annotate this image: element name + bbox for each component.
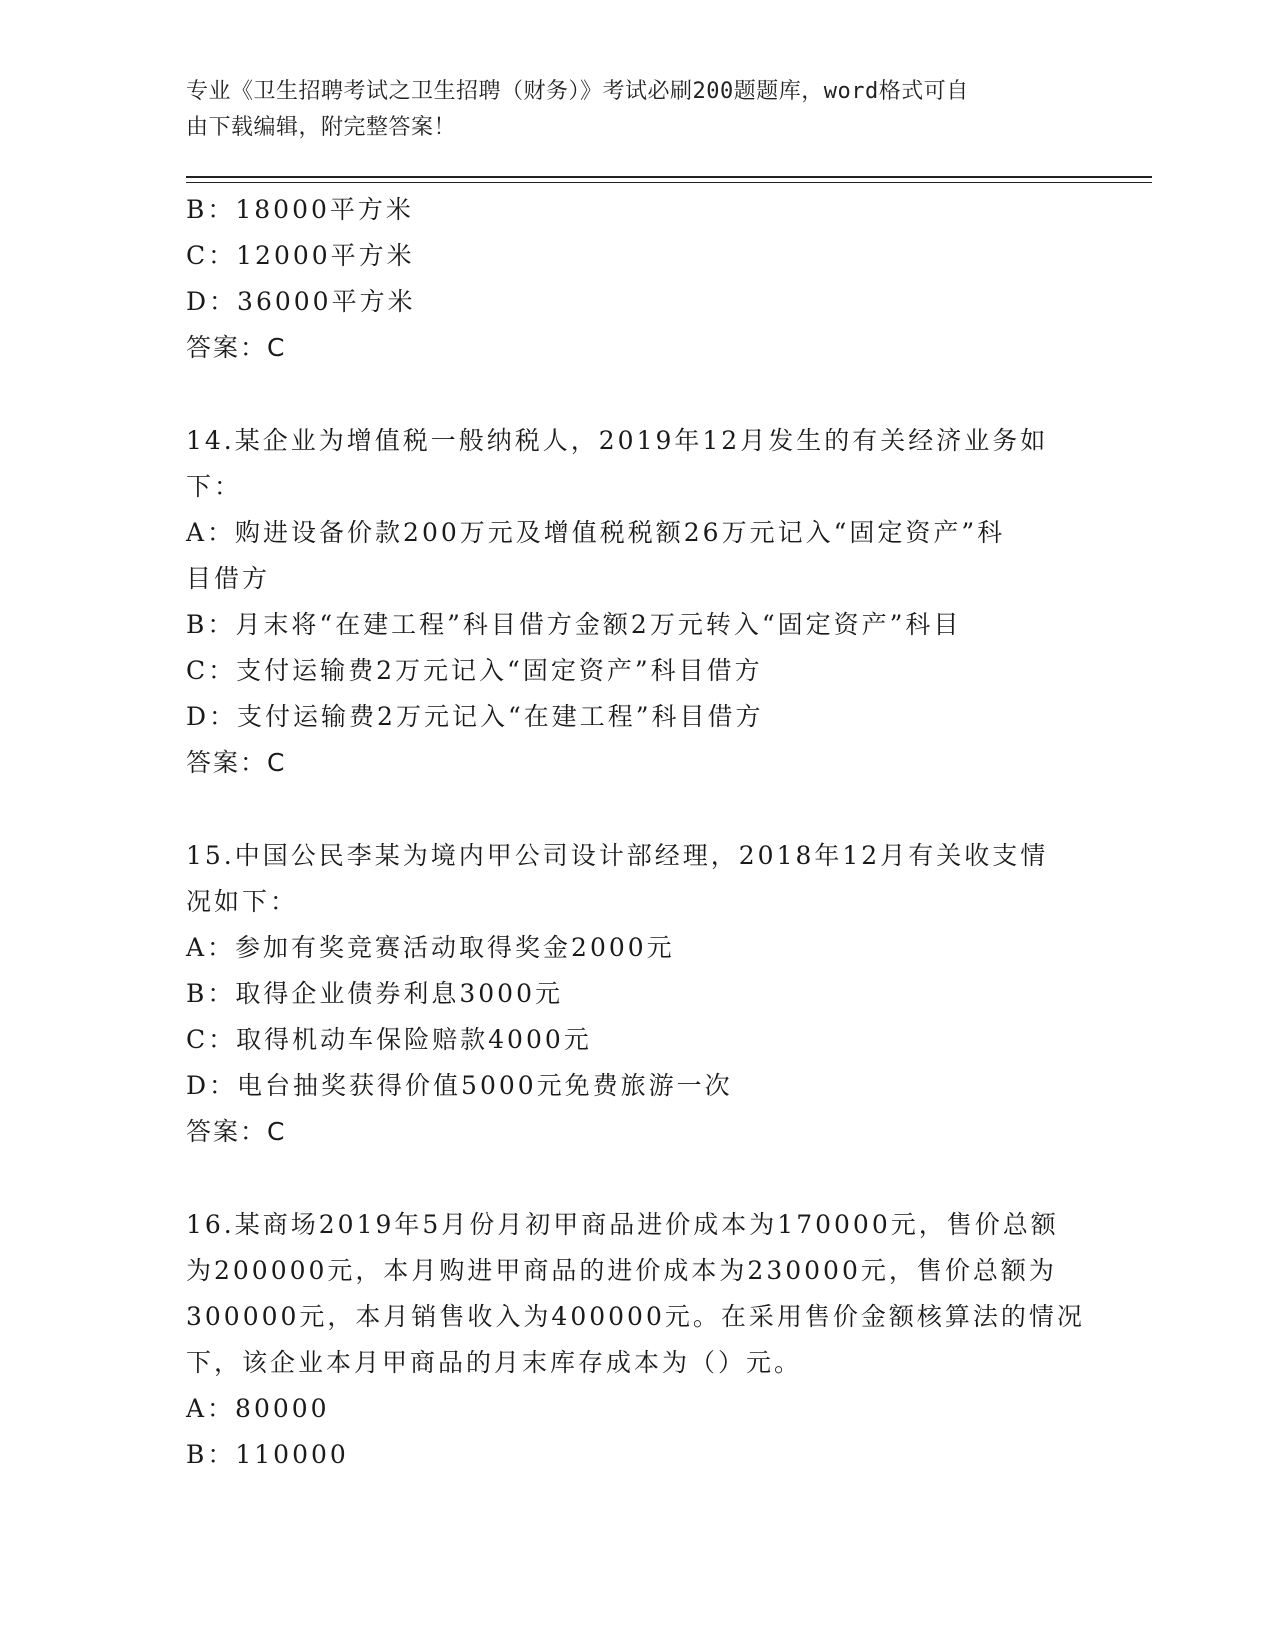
spacer [186,371,1086,418]
option-d: D：电台抽奖获得价值5000元免费旅游一次 [186,1071,733,1100]
option-d: D：支付运输费2万元记入“在建工程”科目借方 [186,702,764,731]
option-b: B：月末将“在建工程”科目借方金额2万元转入“固定资产”科目 [186,610,962,639]
answer: 答案：C [186,333,287,362]
question-stem-continued: 300000元，本月销售收入为400000元。在采用售价金额核算法的情况 [186,1302,1085,1331]
question-stem-continued: 下，该企业本月甲商品的月末库存成本为（）元。 [186,1348,803,1377]
option-c: C：支付运输费2万元记入“固定资产”科目借方 [186,656,763,685]
option-a: A：80000 [186,1394,330,1423]
option-d: D：36000平方米 [186,287,416,316]
spacer [186,1155,1086,1202]
option-b: B：18000平方米 [186,195,414,224]
answer: 答案：C [186,748,287,777]
header-divider-thick [186,176,1152,178]
option-a: A：参加有奖竞赛活动取得奖金2000元 [186,933,675,962]
question-stem-continued: 况如下： [186,887,299,916]
spacer [186,786,1086,833]
header-line-2: 由下载编辑，附完整答案！ [186,115,457,140]
question-list [186,187,1086,1478]
question-stem: 15.中国公民李某为境内甲公司设计部经理，2018年12月有关收支情 [186,841,1049,870]
option-c: C：12000平方米 [186,241,415,270]
option-a: A：购进设备价款200万元及增值税税额26万元记入“固定资产”科 [186,518,1006,547]
question-14 [186,418,1086,786]
option-a-continued: 目借方 [186,564,271,593]
header-line-1: 专业《卫生招聘考试之卫生招聘（财务）》考试必刷200题题库，word格式可自 [186,79,969,104]
header-divider-thin [186,182,1152,183]
question-stem-continued: 下： [186,472,243,501]
question-stem: 14.某企业为增值税一般纳税人，2019年12月发生的有关经济业务如 [186,426,1049,455]
question-stem: 16.某商场2019年5月份月初甲商品进价成本为170000元，售价总额 [186,1210,1059,1239]
question-13 [186,187,1086,371]
option-b: B：110000 [186,1440,349,1469]
answer: 答案：C [186,1117,287,1146]
question-stem-continued: 为200000元，本月购进甲商品的进价成本为230000元，售价总额为 [186,1256,1057,1285]
question-15 [186,833,1086,1155]
question-16 [186,1202,1086,1478]
option-b: B：取得企业债券利息3000元 [186,979,563,1008]
option-c: C：取得机动车保险赔款4000元 [186,1025,592,1054]
document-header [186,74,1066,146]
